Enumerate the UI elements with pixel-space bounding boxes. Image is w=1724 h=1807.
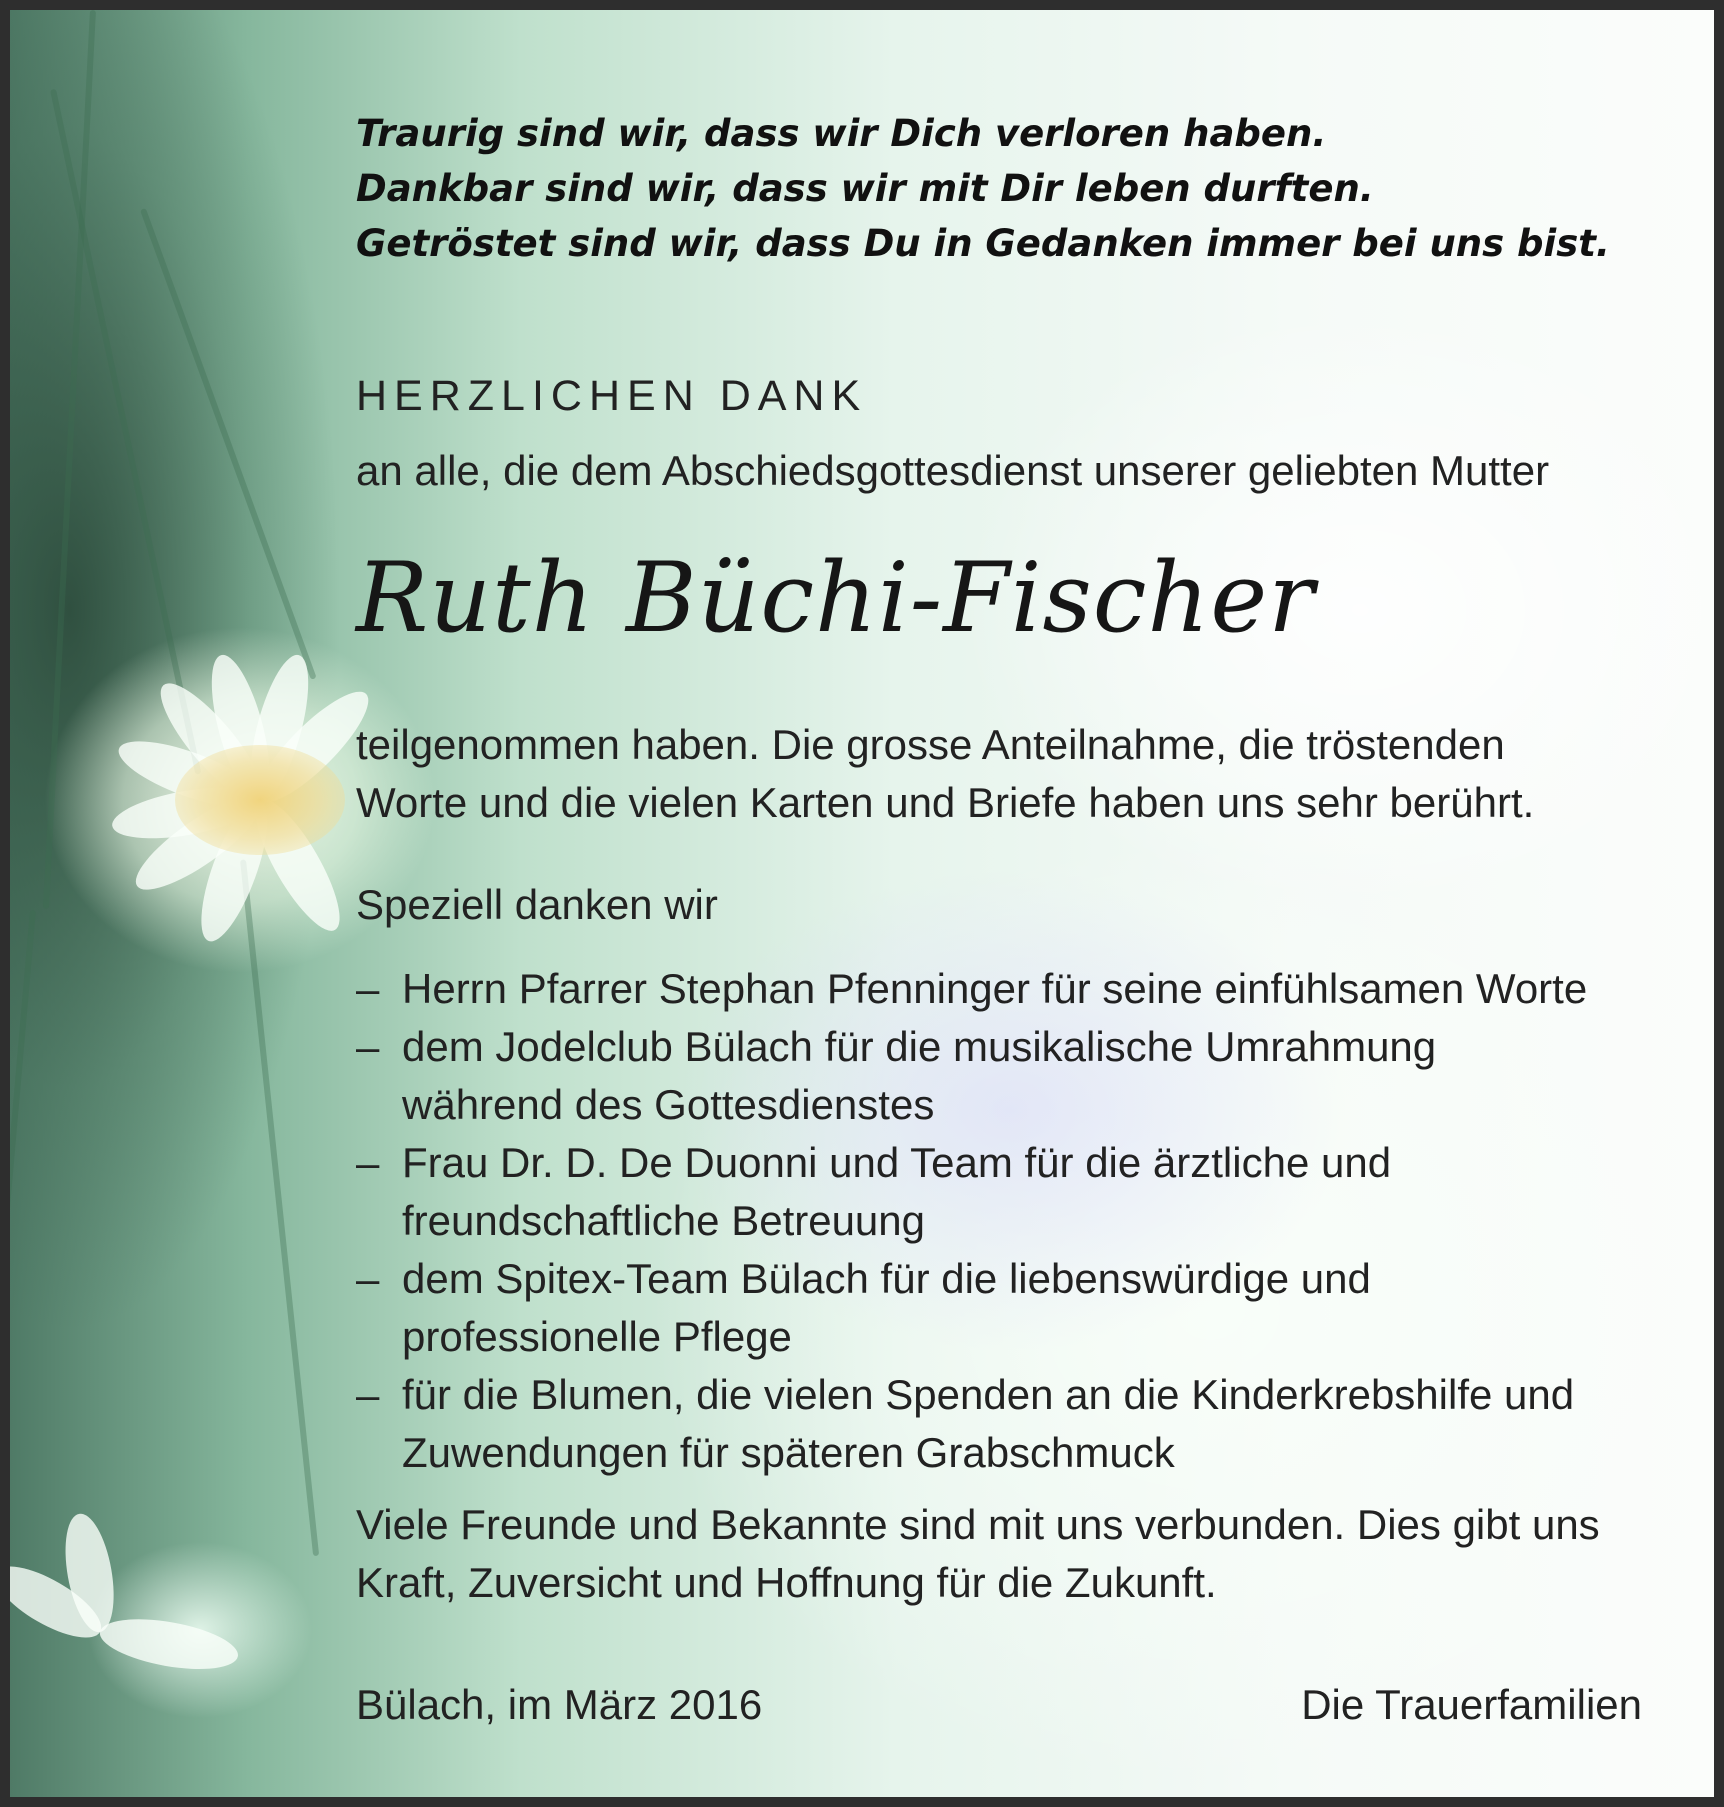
- motto-line: Getröstet sind wir, dass Du in Gedanken immer bei uns bist.: [356, 222, 1610, 265]
- list-item: [356, 1250, 1587, 1366]
- stem-decoration: [240, 859, 319, 1556]
- list-item: [356, 960, 1587, 1018]
- bullet-dash: –: [356, 1023, 380, 1070]
- list-item: [356, 1018, 1587, 1134]
- motto-line: Dankbar sind wir, dass wir mit Dir leben durften.: [356, 167, 1374, 210]
- bullet-dash: –: [356, 1139, 380, 1186]
- participation-line: teilgenommen haben. Die grosse Anteilnahme, die tröstenden: [356, 721, 1505, 768]
- obituary-card: [10, 10, 1714, 1797]
- closing-line: Viele Freunde und Bekannte sind mit uns verbunden. Dies gibt uns: [356, 1501, 1600, 1548]
- list-item-line: dem Jodelclub Bülach für die musikalische Umrahmung: [402, 1023, 1437, 1070]
- bullet-dash: –: [356, 1255, 380, 1302]
- list-item-line: während des Gottesdienstes: [402, 1081, 935, 1128]
- participation-line: Worte und die vielen Karten und Briefe haben uns sehr berührt.: [356, 779, 1535, 826]
- list-item-line: Frau Dr. D. De Duonni und Team für die ärztliche und: [402, 1139, 1392, 1186]
- stem-decoration: [10, 910, 36, 1757]
- list-item-line: dem Spitex-Team Bülach für die liebenswürdige und: [402, 1255, 1371, 1302]
- daisy-center: [175, 745, 345, 855]
- motto: [356, 106, 1610, 271]
- participation-text: [356, 716, 1534, 832]
- heading: HERZLICHEN DANK: [356, 372, 868, 420]
- motto-line: Traurig sind wir, dass wir Dich verloren haben.: [356, 112, 1327, 155]
- thanks-intro: Speziell danken wir: [356, 881, 718, 928]
- list-item-line: freundschaftliche Betreuung: [402, 1197, 926, 1244]
- signature: Die Trauerfamilien: [1301, 1681, 1642, 1728]
- list-item: [356, 1134, 1587, 1250]
- bullet-dash: –: [356, 965, 380, 1012]
- place-date: Bülach, im März 2016: [356, 1681, 763, 1728]
- closing-line: Kraft, Zuversicht und Hoffnung für die Zukunft.: [356, 1559, 1217, 1606]
- bullet-dash: –: [356, 1371, 380, 1418]
- list-item-line: Zuwendungen für späteren Grabschmuck: [402, 1429, 1175, 1476]
- list-item-line: Herrn Pfarrer Stephan Pfenninger für seine einfühlsamen Worte: [402, 965, 1588, 1012]
- deceased-name: Ruth Büchi-Fischer: [356, 542, 1316, 654]
- list-item-line: für die Blumen, die vielen Spenden an die Kinderkrebshilfe und: [402, 1371, 1575, 1418]
- list-item: [356, 1366, 1587, 1482]
- intro-text: an alle, die dem Abschiedsgottesdienst unserer geliebten Mutter: [356, 447, 1550, 494]
- thanks-list: [356, 960, 1587, 1482]
- daisy-petal: [96, 1610, 242, 1678]
- stem-decoration: [43, 10, 96, 909]
- list-item-line: professionelle Pflege: [402, 1313, 792, 1360]
- closing-text: [356, 1496, 1600, 1612]
